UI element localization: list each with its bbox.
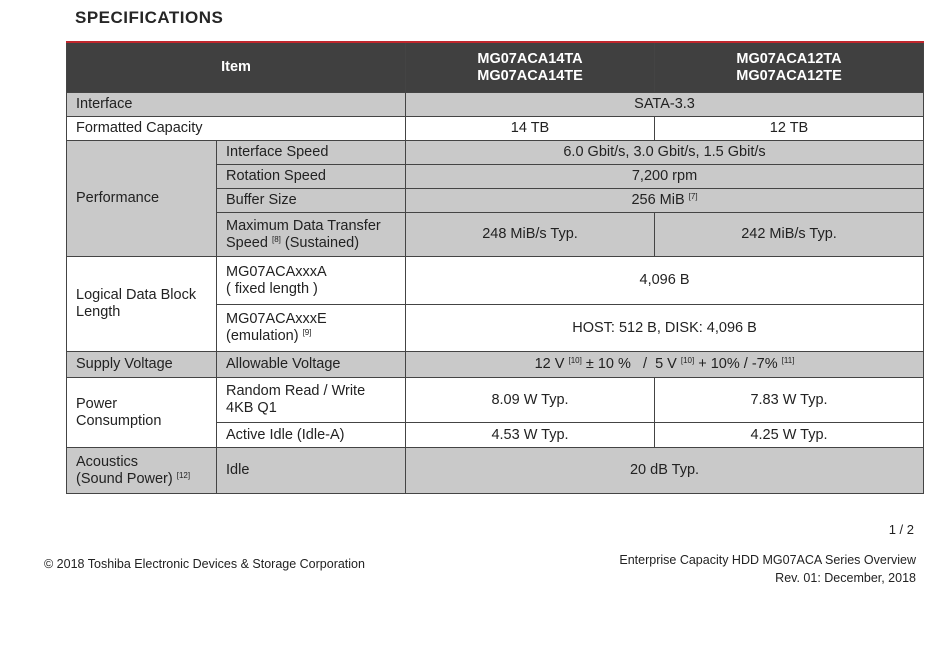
footnote-8: [8] (271, 234, 281, 244)
acoustics-label-text: (Sound Power) (76, 470, 173, 487)
value-interface-speed: 6.0 Gbit/s, 3.0 Gbit/s, 1.5 Gbit/s (406, 141, 924, 165)
value-acoustics: 20 dB Typ. (406, 448, 924, 494)
power-label-line2: Consumption (76, 412, 162, 429)
row-label-logical-block (67, 257, 217, 352)
max-transfer-label-line2 (226, 235, 396, 252)
voltage-tolerance: + 10% / -7% (694, 356, 778, 372)
row-label-power (67, 378, 217, 448)
voltage-12v: 12 V (534, 356, 565, 372)
random-label-line1: Random Read / Write (226, 383, 366, 399)
header-model-12tb (655, 42, 924, 93)
table-header-row (67, 42, 924, 93)
acoustics-label-line2 (76, 471, 207, 488)
emulation-label-text: (emulation) (226, 328, 299, 344)
row-label-capacity: Formatted Capacity (67, 117, 406, 141)
header-item: Item (67, 42, 406, 93)
value-emulation: HOST: 512 B, DISK: 4,096 B (406, 305, 924, 352)
sub-label-interface-speed: Interface Speed (217, 141, 406, 165)
row-label-supply-voltage: Supply Voltage (67, 352, 217, 378)
sub-label-idle: Idle (217, 448, 406, 494)
page-number: 1 / 2 (888, 522, 914, 537)
value-capacity-14tb: 14 TB (406, 117, 655, 141)
power-label-line1: Power (76, 395, 118, 412)
header-model-14tb (406, 42, 655, 93)
sub-label-random-rw (217, 378, 406, 423)
value-max-transfer-14tb: 248 MiB/s Typ. (406, 213, 655, 257)
emulation-label-line1: MG07ACAxxxE (226, 311, 327, 327)
footnote-10a: [10] (568, 356, 582, 365)
logical-block-label-line1: Logical Data Block (76, 287, 197, 303)
value-max-transfer-12tb: 242 MiB/s Typ. (655, 213, 924, 257)
max-transfer-label-speed: Speed (226, 234, 268, 251)
document-revision: Rev. 01: December, 2018 (775, 571, 916, 585)
value-interface: SATA-3.3 (406, 93, 924, 117)
footnote-12: [12] (176, 470, 191, 480)
table-row-interface (67, 93, 924, 117)
fixed-label-line2: ( fixed length ) (226, 280, 318, 297)
sub-label-active-idle: Active Idle (Idle-A) (217, 423, 406, 448)
fixed-label-line1: MG07ACAxxxA (226, 263, 327, 280)
header-model-14te: MG07ACA14TE (477, 67, 583, 84)
sub-label-allowable-voltage: Allowable Voltage (217, 352, 406, 378)
footnote-7: [7] (688, 192, 698, 201)
table-row-power-random (67, 378, 924, 423)
value-capacity-12tb: 12 TB (655, 117, 924, 141)
specifications-table (66, 41, 924, 494)
value-fixed-length: 4,096 B (406, 257, 924, 305)
row-label-interface: Interface (67, 93, 406, 117)
sub-label-buffer-size: Buffer Size (217, 189, 406, 213)
sub-label-rotation-speed: Rotation Speed (217, 165, 406, 189)
value-allowable-voltage (406, 352, 924, 378)
buffer-size-text: 256 MiB (631, 192, 685, 208)
sub-label-emulation (217, 305, 406, 352)
header-model-12ta: MG07ACA12TA (736, 50, 842, 67)
value-idle-14tb: 4.53 W Typ. (406, 423, 655, 448)
max-transfer-label-line1: Maximum Data Transfer (226, 217, 381, 234)
footnote-9: [9] (302, 328, 312, 337)
value-idle-12tb: 4.25 W Typ. (655, 423, 924, 448)
document-title: Enterprise Capacity HDD MG07ACA Series Overview (619, 553, 916, 567)
row-label-acoustics (67, 448, 217, 494)
page-heading: SPECIFICATIONS (75, 8, 224, 27)
acoustics-label-line1: Acoustics (76, 453, 139, 470)
copyright: © 2018 Toshiba Electronic Devices & Storage Corporation (44, 557, 365, 571)
emulation-label-line2 (226, 328, 396, 345)
random-label-line2: 4KB Q1 (226, 400, 277, 416)
footnote-11: [11] (781, 356, 795, 365)
table-row-capacity (67, 117, 924, 141)
logical-block-label-line2: Length (76, 304, 121, 320)
value-rotation-speed: 7,200 rpm (406, 165, 924, 189)
sub-label-max-transfer (217, 213, 406, 257)
value-random-14tb: 8.09 W Typ. (406, 378, 655, 423)
document-info (619, 551, 916, 587)
voltage-5v: ± 10 % / 5 V (581, 356, 677, 372)
table-row-interface-speed (67, 141, 924, 165)
sub-label-fixed-length (217, 257, 406, 305)
header-model-12te: MG07ACA12TE (736, 67, 842, 84)
header-model-14ta: MG07ACA14TA (477, 50, 583, 67)
table-row-logical-fixed (67, 257, 924, 305)
max-transfer-label-sustained: (Sustained) (280, 234, 360, 251)
value-random-12tb: 7.83 W Typ. (655, 378, 924, 423)
table-row-acoustics (67, 448, 924, 494)
value-buffer-size (406, 189, 924, 213)
table-row-supply-voltage (67, 352, 924, 378)
row-label-performance: Performance (67, 141, 217, 257)
footnote-10b: [10] (680, 356, 695, 365)
